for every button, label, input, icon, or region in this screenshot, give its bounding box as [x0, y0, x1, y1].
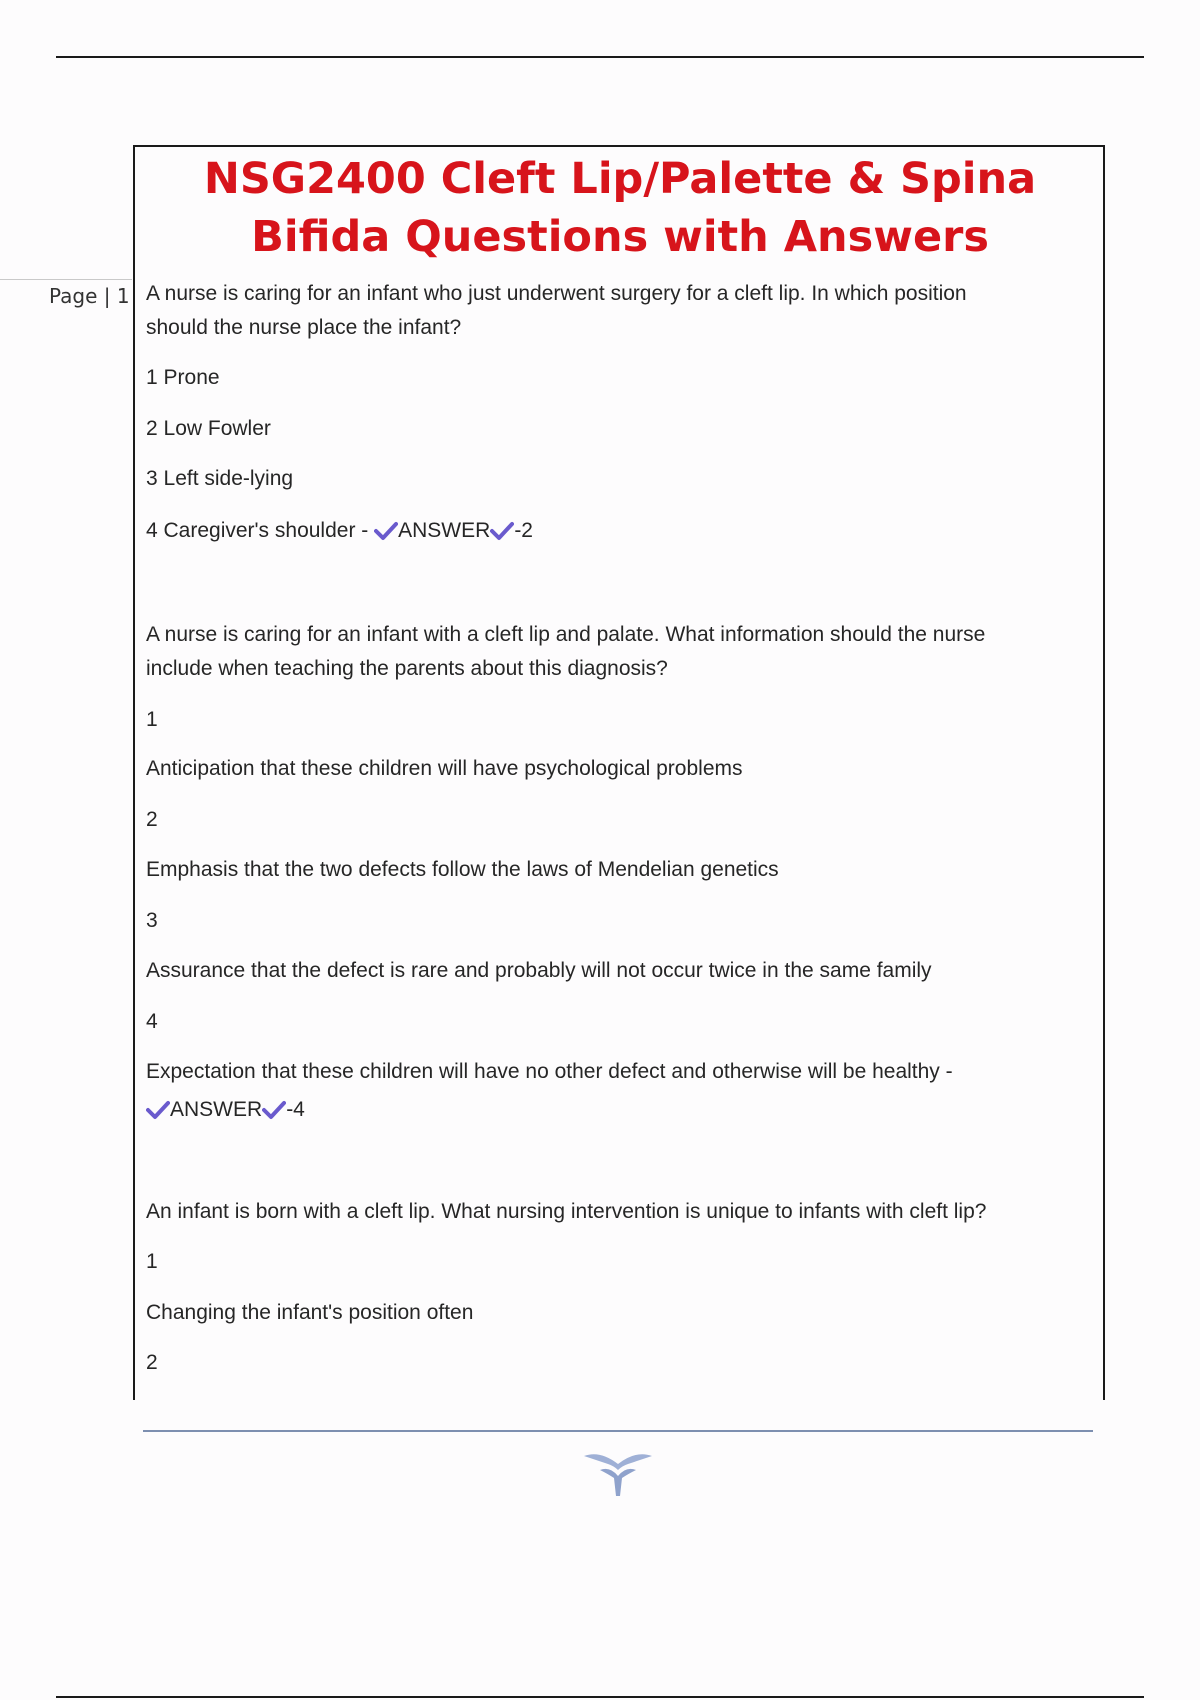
q2-option-2-number: 2	[146, 808, 158, 831]
q1-option-4: 4 Caregiver's shoulder -	[146, 519, 369, 542]
q2-answer-row	[146, 1098, 305, 1122]
document-title: NSG2400 Cleft Lip/Palette & Spina Bifida Questions with Answers	[203, 154, 1037, 262]
q2-answer-value: -4	[286, 1098, 305, 1121]
q1-question-line2: should the nurse place the infant?	[146, 316, 462, 339]
q3-option-2-number: 2	[146, 1351, 158, 1374]
q2-option-2: Emphasis that the two defects follow the laws of Mendelian genetics	[146, 858, 779, 881]
q1-answer-value: -2	[514, 519, 533, 542]
logo-icon	[580, 1446, 656, 1498]
q1-option-1: 1 Prone	[146, 366, 220, 389]
answer-label: ANSWER	[170, 1098, 263, 1121]
footer-rule	[143, 1430, 1093, 1432]
q2-option-4-number: 4	[146, 1010, 158, 1033]
checkmark-icon	[262, 1100, 286, 1120]
checkmark-icon	[490, 521, 514, 541]
header-rule	[56, 56, 1144, 58]
q2-question-line1: A nurse is caring for an infant with a cleft lip and palate. What information should the nurse	[146, 623, 986, 646]
q1-question-line1: A nurse is caring for an infant who just underwent surgery for a cleft lip. In which position	[146, 282, 967, 305]
page-number-label: Page | 1	[49, 284, 130, 308]
q2-option-3: Assurance that the defect is rare and probably will not occur twice in the same family	[146, 959, 932, 982]
answer-label: ANSWER	[398, 519, 491, 542]
q1-option-3: 3 Left side-lying	[146, 467, 294, 490]
footer-bottom-rule	[56, 1696, 1144, 1698]
q2-option-4: Expectation that these children will have no other defect and otherwise will be healthy -	[146, 1060, 953, 1083]
q3-option-1: Changing the infant's position often	[146, 1301, 474, 1324]
page-label-rule	[0, 279, 132, 280]
q2-question-line2: include when teaching the parents about this diagnosis?	[146, 657, 668, 680]
q1-option-4-row	[146, 519, 533, 543]
q1-option-2: 2 Low Fowler	[146, 417, 271, 440]
q2-option-3-number: 3	[146, 909, 158, 932]
q2-option-1: Anticipation that these children will have psychological problems	[146, 757, 743, 780]
checkmark-icon	[374, 521, 398, 541]
q2-option-1-number: 1	[146, 708, 158, 731]
q3-question: An infant is born with a cleft lip. What nursing intervention is unique to infants with cleft lip?	[146, 1200, 987, 1223]
q3-option-1-number: 1	[146, 1250, 158, 1273]
checkmark-icon	[146, 1100, 170, 1120]
